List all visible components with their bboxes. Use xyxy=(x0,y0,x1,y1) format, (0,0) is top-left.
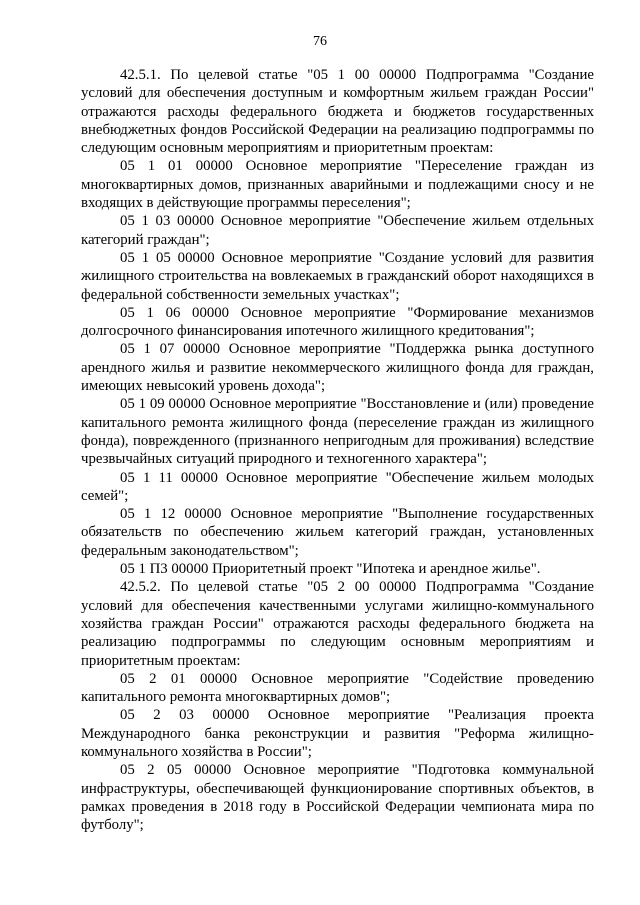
paragraph-05-1-03: 05 1 03 00000 Основное мероприятие "Обеспечение жильем отдельных категорий граждан"; xyxy=(81,213,594,248)
paragraph-42-5-1: 42.5.1. По целевой статье "05 1 00 00000 Подпрограмма "Создание условий для обеспечения доступным и комфортным жильем граждан России" отражаются расходы федерального бюджета и бюджетов государственных внебюджетных фондов Российской Федерации на реализацию подпрограммы по следующим основным мероприятиям и приоритетным проектам: xyxy=(81,67,594,157)
document-body xyxy=(81,66,594,834)
paragraph-05-2-01: 05 2 01 00000 Основное мероприятие "Содействие проведению капитального ремонта многоквартирных домов"; xyxy=(81,670,594,706)
paragraph-05-1-06: 05 1 06 00000 Основное мероприятие "Формирование механизмов долгосрочного финансирования ипотечного жилищного кредитования"; xyxy=(81,304,594,340)
paragraph-05-1-09: 05 1 09 00000 Основное мероприятие "Восстановление и (или) проведение капитального ремонта жилищного фонда (переселение граждан из жилищного фонда), поврежденного (признанного непригодным для проживания) вследствие чрезвычайных ситуаций природного и техногенного характера"; xyxy=(81,396,594,468)
paragraph-05-1-01: 05 1 01 00000 Основное мероприятие "Переселение граждан из многоквартирных домов, признанных аварийными и подлежащими сносу и не входящих в действующие программы переселения"; xyxy=(81,158,594,212)
paragraph-42-5-2: 42.5.2. По целевой статье "05 2 00 00000 Подпрограмма "Создание условий для обеспечения качественными услугами жилищно-коммунального хозяйства граждан России" отражаются расходы федерального бюджета на реализацию подпрограммы по следующим основным мероприятиям и приоритетным проектам: xyxy=(81,579,594,669)
page-number: 76 xyxy=(313,34,327,49)
paragraph-05-1-11: 05 1 11 00000 Основное мероприятие "Обеспечение жильем молодых семей"; xyxy=(81,469,594,504)
paragraph-05-1-07: 05 1 07 00000 Основное мероприятие "Поддержка рынка доступного арендного жилья и развитие некоммерческого жилищного фонда для граждан, имеющих невысокий уровень дохода"; xyxy=(81,341,594,395)
paragraph-05-2-05: 05 2 05 00000 Основное мероприятие "Подготовка коммунальной инфраструктуры, обеспечивающей функционирование спортивных объектов, в рамках проведения в 2018 году в Российской Федерации чемпионата мира по футболу"; xyxy=(81,762,594,834)
paragraph-05-1-p3: 05 1 П3 00000 Приоритетный проект "Ипотека и арендное жилье". xyxy=(120,561,541,578)
paragraph-05-1-05: 05 1 05 00000 Основное мероприятие "Создание условий для развития жилищного строительства на вовлекаемых в гражданский оборот находящихся в федеральной собственности земельных участках"; xyxy=(81,249,594,303)
paragraph-05-1-12: 05 1 12 00000 Основное мероприятие "Выполнение государственных обязательств по обеспечению жильем категорий граждан, установленных федеральным законодательством"; xyxy=(81,506,594,559)
paragraph-05-2-03: 05 2 03 00000 Основное мероприятие "Реализация проекта Международного банка реконструкции и развития "Реформа жилищно-коммунального хозяйства в России"; xyxy=(81,707,594,760)
